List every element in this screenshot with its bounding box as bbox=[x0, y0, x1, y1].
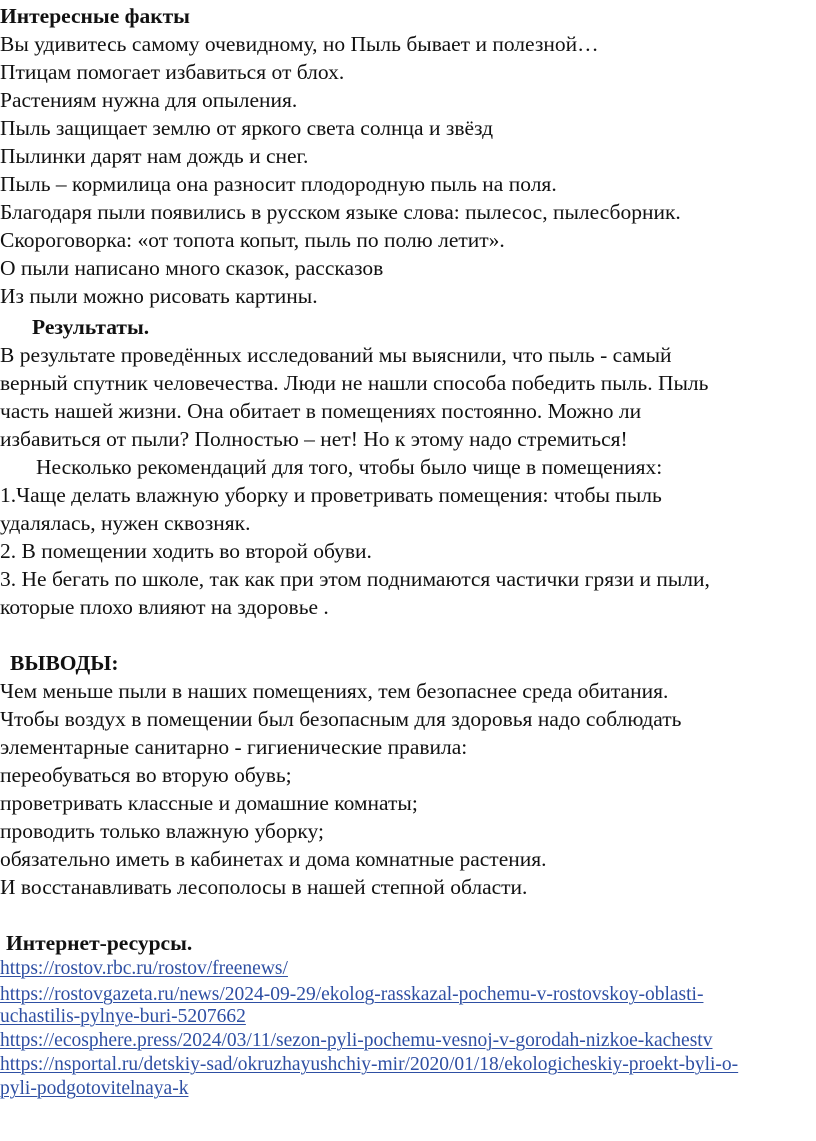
results-heading: Результаты. bbox=[32, 315, 150, 339]
results-line: верный спутник человечества. Люди не нашли способа победить пыль. Пыль bbox=[0, 371, 709, 395]
resources-heading: Интернет-ресурсы. bbox=[6, 931, 193, 955]
facts-heading: Интересные факты bbox=[0, 4, 190, 28]
results-line: 2. В помещении ходить во второй обуви. bbox=[0, 539, 372, 563]
conclusions-line: Чтобы воздух в помещении был безопасным для здоровья надо соблюдать bbox=[0, 707, 682, 731]
facts-line: Благодаря пыли появились в русском языке слова: пылесос, пылесборник. bbox=[0, 200, 681, 224]
conclusions-heading: ВЫВОДЫ: bbox=[10, 651, 119, 675]
conclusions-line: элементарные санитарно - гигиенические правила: bbox=[0, 735, 468, 759]
facts-line: Растениям нужна для опыления. bbox=[0, 88, 298, 112]
results-line: В результате проведённых исследований мы выяснили, что пыль - самый bbox=[0, 343, 672, 367]
conclusions-line: И восстанавливать лесополосы в нашей степной области. bbox=[0, 875, 528, 899]
results-line: Несколько рекомендаций для того, чтобы было чище в помещениях: bbox=[36, 455, 663, 479]
facts-line: Пыль защищает землю от яркого света солнца и звёзд bbox=[0, 116, 494, 140]
facts-line: Пылинки дарят нам дождь и снег. bbox=[0, 144, 309, 168]
facts-line: Скороговорка: «от топота копыт, пыль по полю летит». bbox=[0, 228, 505, 252]
resource-link[interactable]: pyli-podgotovitelnaya-k bbox=[0, 1078, 189, 1099]
resource-link[interactable]: https://nsportal.ru/detskiy-sad/okruzhayushchiy-mir/2020/01/18/ekologicheskiy-proekt-byli-o- bbox=[0, 1054, 739, 1075]
resource-link[interactable]: uchastilis-pylnye-buri-5207662 bbox=[0, 1006, 246, 1027]
facts-line: Пыль – кормилица она разносит плодородную пыль на поля. bbox=[0, 172, 557, 196]
resource-link[interactable]: https://rostovgazeta.ru/news/2024-09-29/ekolog-rasskazal-pochemu-v-rostovskoy-oblasti- bbox=[0, 984, 704, 1005]
facts-line: О пыли написано много сказок, рассказов bbox=[0, 256, 384, 280]
conclusions-line: Чем меньше пыли в наших помещениях, тем безопаснее среда обитания. bbox=[0, 679, 669, 703]
results-line: удалялась, нужен сквозняк. bbox=[0, 511, 251, 535]
conclusions-line: переобуваться во вторую обувь; bbox=[0, 763, 292, 787]
resource-link[interactable]: https://rostov.rbc.ru/rostov/freenews/ bbox=[0, 958, 288, 979]
results-line: 3. Не бегать по школе, так как при этом поднимаются частички грязи и пыли, bbox=[0, 567, 710, 591]
resource-link[interactable]: https://ecosphere.press/2024/03/11/sezon-pyli-pochemu-vesnoj-v-gorodah-nizkoe-kachestv bbox=[0, 1030, 713, 1051]
conclusions-line: проветривать классные и домашние комнаты; bbox=[0, 791, 418, 815]
facts-line: Вы удивитесь самому очевидному, но Пыль бывает и полезной… bbox=[0, 32, 599, 56]
conclusions-line: обязательно иметь в кабинетах и дома комнатные растения. bbox=[0, 847, 547, 871]
results-line: которые плохо влияют на здоровье . bbox=[0, 595, 329, 619]
results-line: 1.Чаще делать влажную уборку и проветривать помещения: чтобы пыль bbox=[0, 483, 662, 507]
facts-line: Птицам помогает избавиться от блох. bbox=[0, 60, 345, 84]
facts-line: Из пыли можно рисовать картины. bbox=[0, 284, 318, 308]
results-line: часть нашей жизни. Она обитает в помещениях постоянно. Можно ли bbox=[0, 399, 642, 423]
results-line: избавиться от пыли? Полностью – нет! Но к этому надо стремиться! bbox=[0, 427, 628, 451]
conclusions-line: проводить только влажную уборку; bbox=[0, 819, 324, 843]
